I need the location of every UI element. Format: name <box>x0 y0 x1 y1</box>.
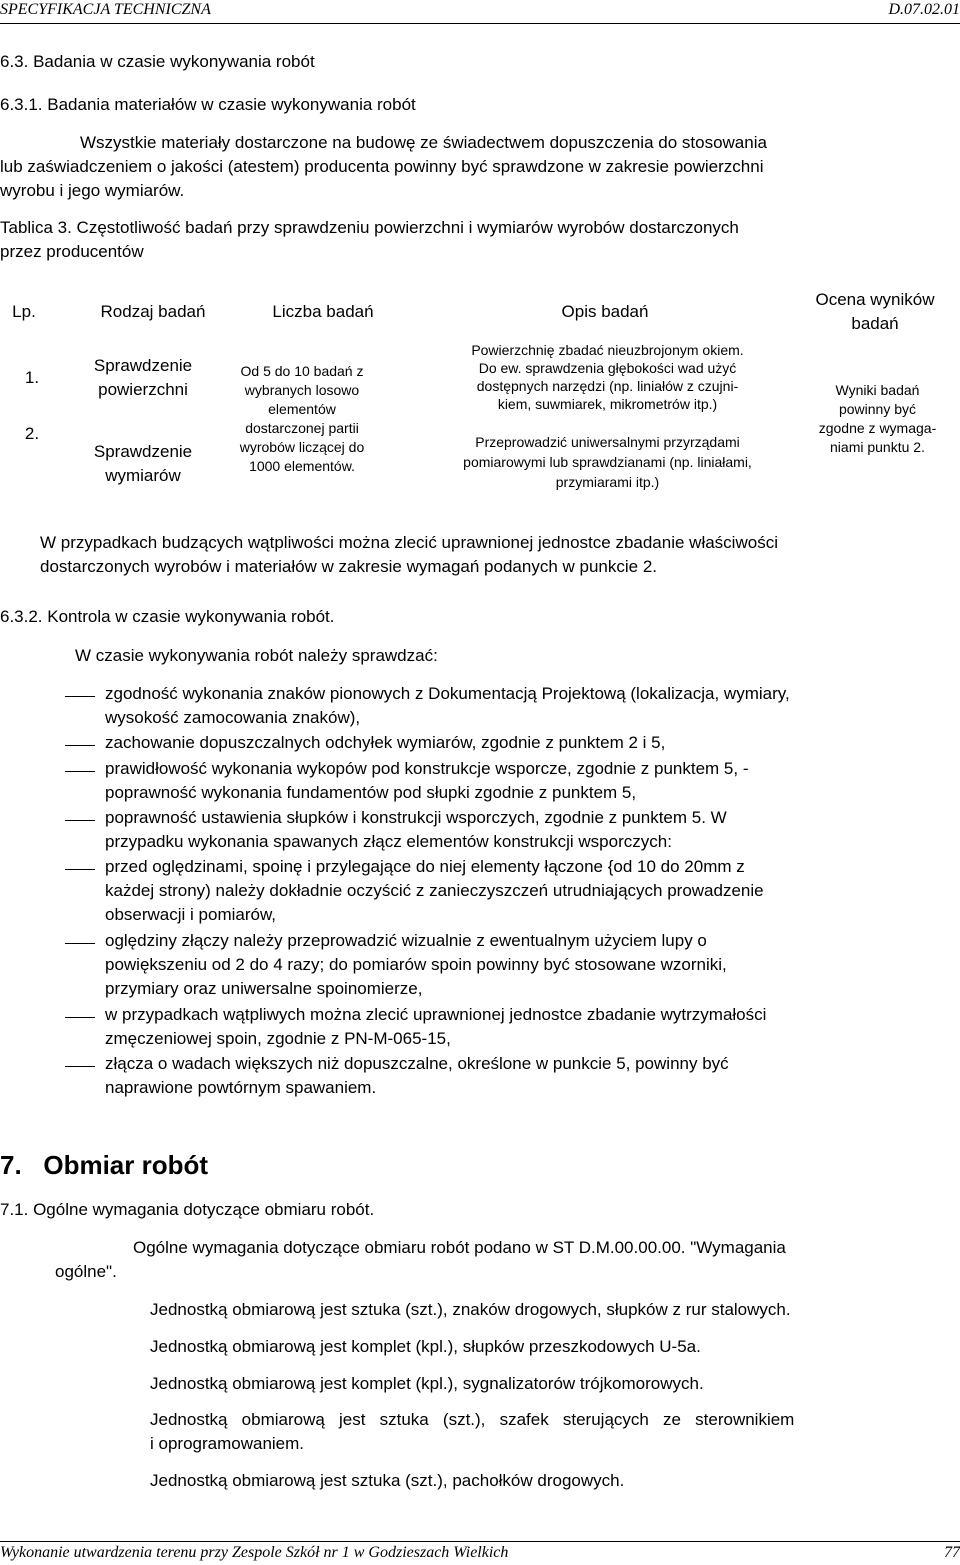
section-heading-6-3-2: 6.3.2. Kontrola w czasie wykonywania robót. <box>0 607 335 626</box>
table-row-1-opis-2: Do ew. sprawdzenia głębokości wad użyć <box>478 360 737 376</box>
table-header-opis: Opis badań <box>561 302 649 321</box>
table-row-1-rodzaj-1: Sprawdzenie <box>93 356 193 375</box>
section-heading-6-3-1: 6.3.1. Badania materiałów w czasie wykonywania robót <box>0 95 416 114</box>
table-row-2-opis-2: pomiarowymi lub sprawdzianami (np. liniałami, <box>463 454 752 470</box>
table-row-2-opis-1: Przeprowadzić uniwersalnymi przyrządami <box>475 434 740 450</box>
bullet-1-line-2: wysokość zamocowania znaków), <box>105 708 361 727</box>
table-ocena-4: niami punktu 2. <box>830 439 925 455</box>
bullet-3-line-2: poprawność wykonania fundamentów pod słupki zgodnie z punktem 5, <box>105 783 637 802</box>
table-header-liczba: Liczba badań <box>272 302 374 321</box>
bullet-dash <box>65 771 95 772</box>
bullet-5-line-3: obserwacji i pomiarów, <box>105 905 277 924</box>
table-row-2-opis-3: przymiarami itp.) <box>555 474 660 490</box>
table-row-1-lp: 1. <box>24 368 40 387</box>
table-caption-line-1: Tablica 3. Częstotliwość badań przy sprawdzeniu powierzchni i wymiarów wyrobów dostarczonych <box>0 218 739 237</box>
section-heading-7: 7. Obmiar robót <box>0 1150 209 1180</box>
bullet-7-line-1: w przypadkach wątpliwych można zlecić uprawnionej jednostce zbadanie wytrzymałości <box>105 1005 767 1024</box>
table-caption-line-2: przez producentów <box>0 242 144 261</box>
bullet-dash <box>65 745 95 746</box>
bullet-dash <box>65 943 95 944</box>
table-header-lp: Lp. <box>12 302 36 321</box>
bullet-6-line-1: oględziny złączy należy przeprowadzić wizualnie z ewentualnym użyciem lupy o <box>105 931 707 950</box>
bullet-4-line-1: poprawność ustawienia słupków i konstrukcji wsporczych, zgodnie z punktem 5. W <box>105 808 727 827</box>
unit-line-4b: i oprogramowaniem. <box>150 1434 305 1453</box>
footer-title: Wykonanie utwardzenia terenu przy Zespole Szkół nr 1 w Godzieszach Wielkich <box>0 1544 509 1561</box>
check-intro: W czasie wykonywania robót należy sprawdzać: <box>75 646 438 665</box>
bullet-8-line-2: naprawione powtórnym spawaniem. <box>105 1078 377 1097</box>
footer-rule <box>0 1541 960 1542</box>
table-row-1-opis-4: kiem, suwmiarek, mikrometrów itp.) <box>497 396 718 412</box>
unit-line-4a: Jednostką obmiarową jest sztuka (szt.), szafek sterujących ze sterownikiem <box>150 1410 795 1429</box>
paragraph-1-line-1: Wszystkie materiały dostarczone na budowę ze świadectwem dopuszczenia do stosowania <box>80 133 767 152</box>
section-heading-6-3: 6.3. Badania w czasie wykonywania robót <box>0 52 315 71</box>
table-ocena-3: zgodne z wymaga- <box>818 420 937 436</box>
unit-line-3: Jednostką obmiarową jest komplet (kpl.), sygnalizatorów trójkomorowych. <box>150 1374 704 1393</box>
table-row-2-rodzaj-1: Sprawdzenie <box>93 442 193 461</box>
table-row-2-rodzaj-2: wymiarów <box>105 466 181 485</box>
bullet-3-line-1: prawidłowość wykonania wykopów pod konstrukcje wsporcze, zgodnie z punktem 5, - <box>105 759 749 778</box>
bullet-dash <box>65 696 95 697</box>
section-heading-7-1: 7.1. Ogólne wymagania dotyczące obmiaru robót. <box>0 1200 375 1219</box>
table-header-ocena-2: badań <box>851 314 899 333</box>
paragraph-2-line-2: dostarczonych wyrobów i materiałów w zakresie wymagań podanych w punkcie 2. <box>40 557 658 576</box>
page-number: 77 <box>944 1544 960 1561</box>
bullet-dash <box>65 869 95 870</box>
paragraph-1-line-2: lub zaświadczeniem o jakości (atestem) producenta powinny być sprawdzone w zakresie powierzchni <box>0 157 764 176</box>
table-liczba-4: dostarczonej partii <box>245 420 359 436</box>
bullet-6-line-2: powiększeniu od 2 do 4 razy; do pomiarów spoin powinny być stosowane wzorniki, <box>105 955 727 974</box>
bullet-6-line-3: przymiary oraz uniwersalne spoinomierze, <box>105 979 423 998</box>
table-liczba-6: 1000 elementów. <box>249 458 355 474</box>
table-liczba-5: wyrobów liczącej do <box>239 439 365 455</box>
table-ocena-1: Wyniki badań <box>835 382 920 398</box>
bullet-dash <box>65 1066 95 1067</box>
bullet-8-line-1: złącza o wadach większych niż dopuszczalne, określone w punkcie 5, powinny być <box>105 1054 729 1073</box>
paragraph-3-line-1: Ogólne wymagania dotyczące obmiaru robót podano w ST D.M.00.00.00. "Wymagania <box>133 1238 786 1257</box>
header-code: D.07.02.01 <box>888 1 960 18</box>
header-rule <box>0 23 960 24</box>
table-liczba-3: elementów <box>268 401 336 417</box>
bullet-2-line-1: zachowanie dopuszczalnych odchyłek wymiarów, zgodnie z punktem 2 i 5, <box>105 733 666 752</box>
paragraph-3-line-2: ogólne". <box>55 1262 117 1281</box>
unit-line-1: Jednostką obmiarową jest sztuka (szt.), znaków drogowych, słupków z rur stalowych. <box>150 1300 791 1319</box>
bullet-dash <box>65 1017 95 1018</box>
table-row-1-opis-3: dostępnych narzędzi (np. liniałów z czujni- <box>476 378 739 394</box>
bullet-5-line-2: każdej strony) należy dokładnie oczyścić z zanieczyszczeń utrudniających prowadzenie <box>105 881 764 900</box>
table-row-2-lp: 2. <box>24 424 40 443</box>
table-liczba-1: Od 5 do 10 badań z <box>240 363 364 379</box>
unit-line-5: Jednostką obmiarową jest sztuka (szt.), pachołków drogowych. <box>150 1471 625 1490</box>
table-liczba-2: wybranych losowo <box>244 382 360 398</box>
bullet-1-line-1: zgodność wykonania znaków pionowych z Dokumentacją Projektową (lokalizacja, wymiary, <box>105 684 790 703</box>
table-header-rodzaj: Rodzaj badań <box>100 302 206 321</box>
paragraph-1-line-3: wyrobu i jego wymiarów. <box>0 181 185 200</box>
table-ocena-2: powinny być <box>838 401 917 417</box>
table-row-1-opis-1: Powierzchnię zbadać nieuzbrojonym okiem. <box>471 342 744 358</box>
bullet-7-line-2: zmęczeniowej spoin, zgodnie z PN-M-065-15, <box>105 1029 451 1048</box>
bullet-dash <box>65 820 95 821</box>
table-row-1-rodzaj-2: powierzchni <box>98 380 188 399</box>
paragraph-2-line-1: W przypadkach budzących wątpliwości można zlecić uprawnionej jednostce zbadanie właściwości <box>40 533 778 552</box>
bullet-5-line-1: przed oględzinami, spoinę i przylegające do niej elementy łączone {od 10 do 20mm z <box>105 857 745 876</box>
bullet-4-line-2: przypadku wykonania spawanych złącz elementów konstrukcji wsporczych: <box>105 832 672 851</box>
unit-line-2: Jednostką obmiarową jest komplet (kpl.), słupków przeszkodowych U-5a. <box>150 1337 701 1356</box>
header-title: SPECYFIKACJA TECHNICZNA <box>0 1 211 18</box>
table-header-ocena-1: Ocena wyników <box>815 290 935 309</box>
